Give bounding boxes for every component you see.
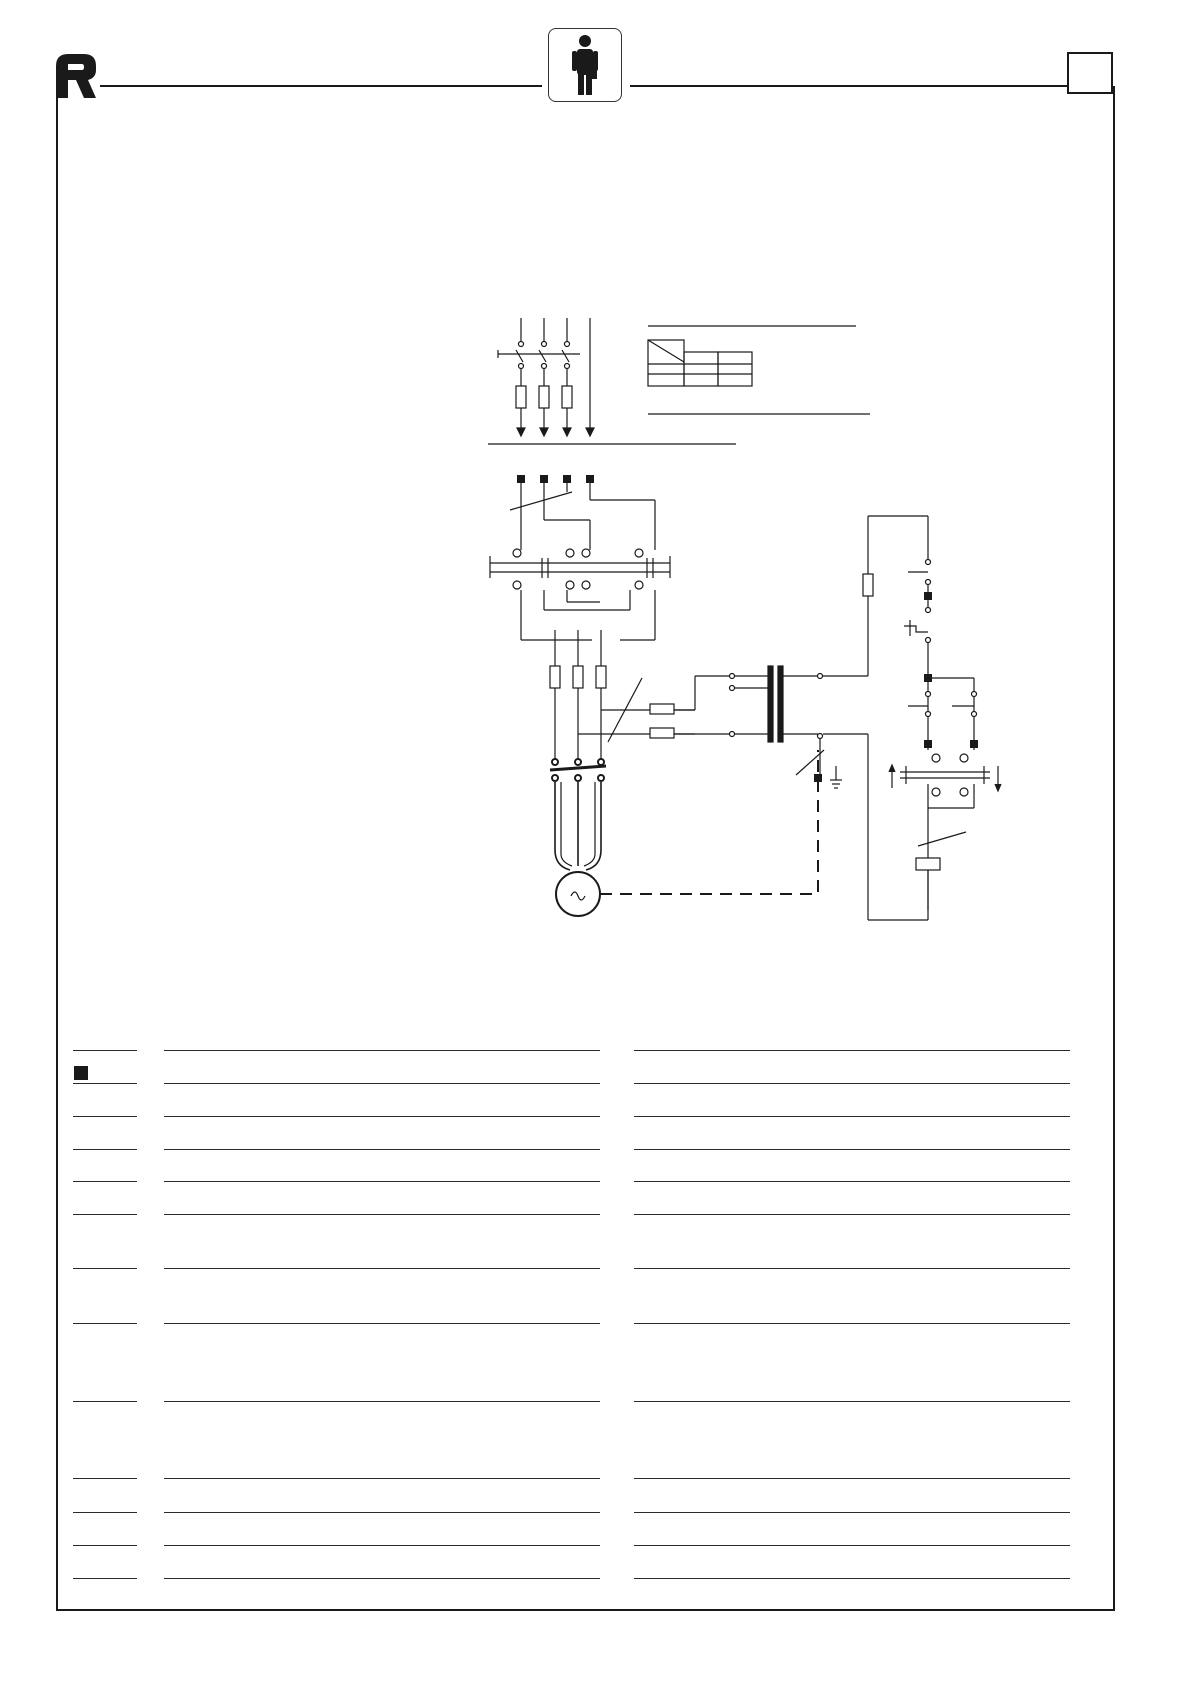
legend-row-rule [634,1478,1070,1479]
legend-row-rule [164,1181,600,1182]
legend-row-rule [634,1512,1070,1513]
legend-header-rule-b [164,1050,600,1051]
legend-row-rule [164,1512,600,1513]
legend-row-rule [73,1401,137,1402]
legend-row-rule [634,1083,1070,1084]
legend-row-rule [164,1268,600,1269]
wiring-diagram [480,310,1020,930]
legend-row-rule [634,1268,1070,1269]
legend-row-rule [164,1083,600,1084]
relay-coil-icon [916,858,940,870]
legend-row-rule [73,1578,137,1579]
legend-row-rule [634,1545,1070,1546]
motor-icon [556,872,600,916]
legend-row-rule [634,1181,1070,1182]
legend-row-rule [73,1545,137,1546]
legend-row-rule [634,1401,1070,1402]
filled-square-marker-icon [74,1066,88,1080]
voltage-selection-table [648,326,870,414]
control-circuit [863,516,1001,920]
legend-row-rule [73,1323,137,1324]
legend-row-rule [164,1149,600,1150]
legend-row-rule [164,1545,600,1546]
legend-row-rule [164,1214,600,1215]
legend-row-rule [634,1116,1070,1117]
legend-header-rule-c [634,1050,1070,1051]
legend-row-rule [634,1214,1070,1215]
three-phase-supply [488,318,736,444]
legend-row-rule [73,1181,137,1182]
legend-row-rule [634,1149,1070,1150]
legend-row-rule [73,1083,137,1084]
legend-row-rule [634,1323,1070,1324]
legend-row-rule [73,1512,137,1513]
changeover-switch [490,475,670,640]
legend-row-rule [73,1214,137,1215]
legend-row-rule [164,1578,600,1579]
legend-row-rule [164,1478,600,1479]
legend-row-rule [164,1323,600,1324]
legend-header-rule-a [73,1050,137,1051]
legend-row-rule [73,1268,137,1269]
legend-row-rule [73,1116,137,1117]
legend-row-rule [73,1478,137,1479]
legend-row-rule [164,1401,600,1402]
legend-row-rule [164,1116,600,1117]
control-transformer [730,666,869,788]
legend-row-rule [73,1149,137,1150]
legend-row-rule [634,1578,1070,1579]
